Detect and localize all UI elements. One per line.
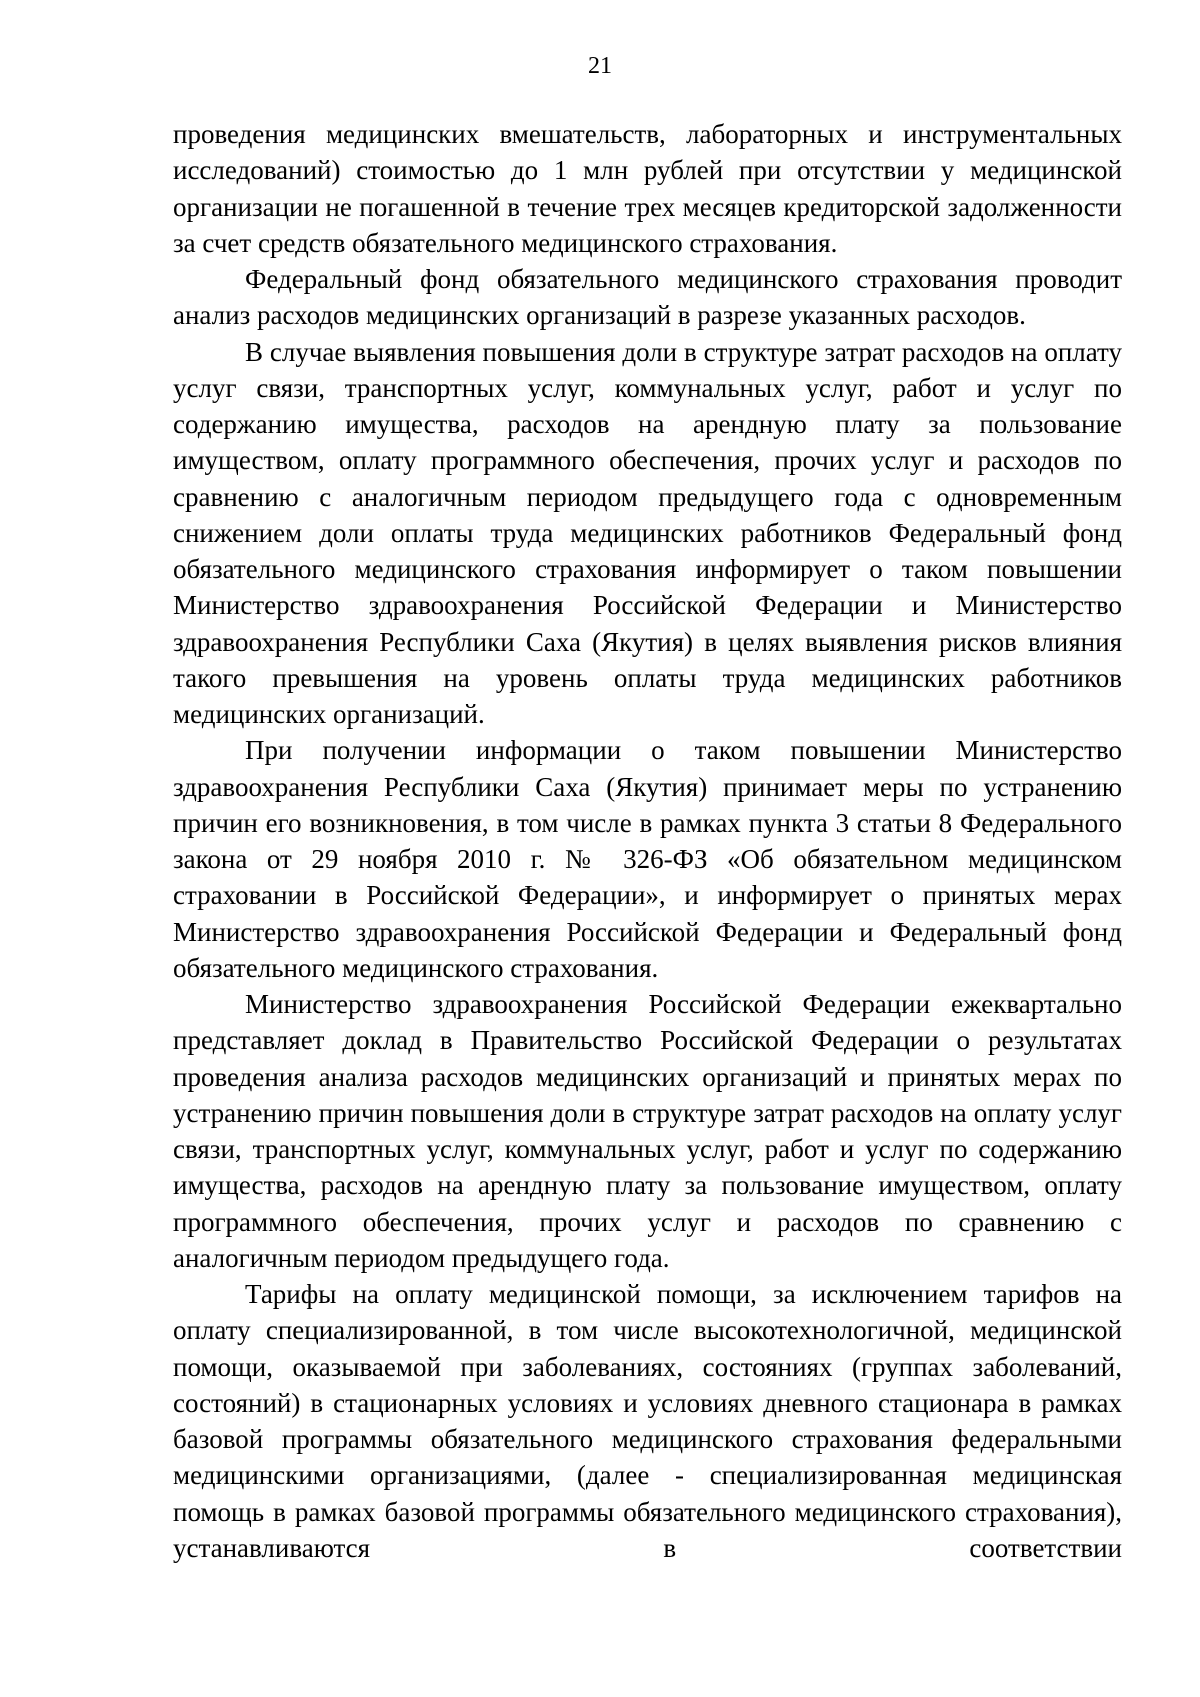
page-number: 21 (588, 53, 612, 79)
paragraph-cost-increase: В случае выявления повышения доли в структуре затрат расходов на оплату услуг связи, транспортных услуг, коммунальных услуг, работ и услуг по содержанию имущества, расходов на арендную плату за пользование имуществом, оплату программного обеспечения, прочих услуг и расходов по сравнению с аналогичным периодом предыдущего года с одновременным снижением доли оплаты труда медицинских работников Федеральный фонд обязательного медицинского страхования информирует о таком повышении Министерство здравоохранения Российской Федерации и Министерство здравоохранения Республики Саха (Якутия) в целях выявления рисков влияния такого превышения на уровень оплаты труда медицинских работников медицинских организаций. (173, 336, 1122, 729)
paragraph-continuation: проведения медицинских вмешательств, лабораторных и инструментальных исследований) стоимостью до 1 млн рублей при отсутствии у медицинской организации не погашенной в течение трех месяцев кредиторской задолженности за счет средств обязательного медицинского страхования. (173, 119, 1122, 258)
paragraph-tariffs: Тарифы на оплату медицинской помощи, за исключением тарифов на оплату специализированной, в том числе высокотехнологичной, медицинской помощи, оказываемой при заболеваниях, состояниях (группах заболеваний, состояний) в стационарных условиях и условиях дневного стационара в рамках базовой программы обязательного медицинского страхования федеральными медицинскими организациями, (далее - специализированная медицинская помощь в рамках базовой программы обязательного медицинского страхования), устанавливаются в соответствии (173, 1279, 1122, 1563)
paragraph-quarterly-report: Министерство здравоохранения Российской Федерации ежеквартально представляет доклад в Правительство Российской Федерации о результатах проведения анализа расходов медицинских организаций и принятых мерах по устранению причин повышения доли в структуре затрат расходов на оплату услуг связи, транспортных услуг, коммунальных услуг, работ и услуг по содержанию имущества, расходов на арендную плату за пользование имуществом, оплату программного обеспечения, прочих услуг и расходов по сравнению с аналогичным периодом предыдущего года. (173, 989, 1122, 1273)
paragraph-measures: При получении информации о таком повышении Министерство здравоохранения Республики Саха (Якутия) принимает меры по устранению причин его возникновения, в том числе в рамках пункта 3 статьи 8 Федерального закона от 29 ноября 2010 г. № 326-ФЗ «Об обязательном медицинском страховании в Российской Федерации», и информирует о принятых мерах Министерство здравоохранения Российской Федерации и Федеральный фонд обязательного медицинского страхования. (173, 735, 1122, 983)
document-body (173, 116, 1122, 1566)
paragraph-ffoms-analysis: Федеральный фонд обязательного медицинского страхования проводит анализ расходов медицинских организаций в разрезе указанных расходов. (173, 264, 1122, 331)
